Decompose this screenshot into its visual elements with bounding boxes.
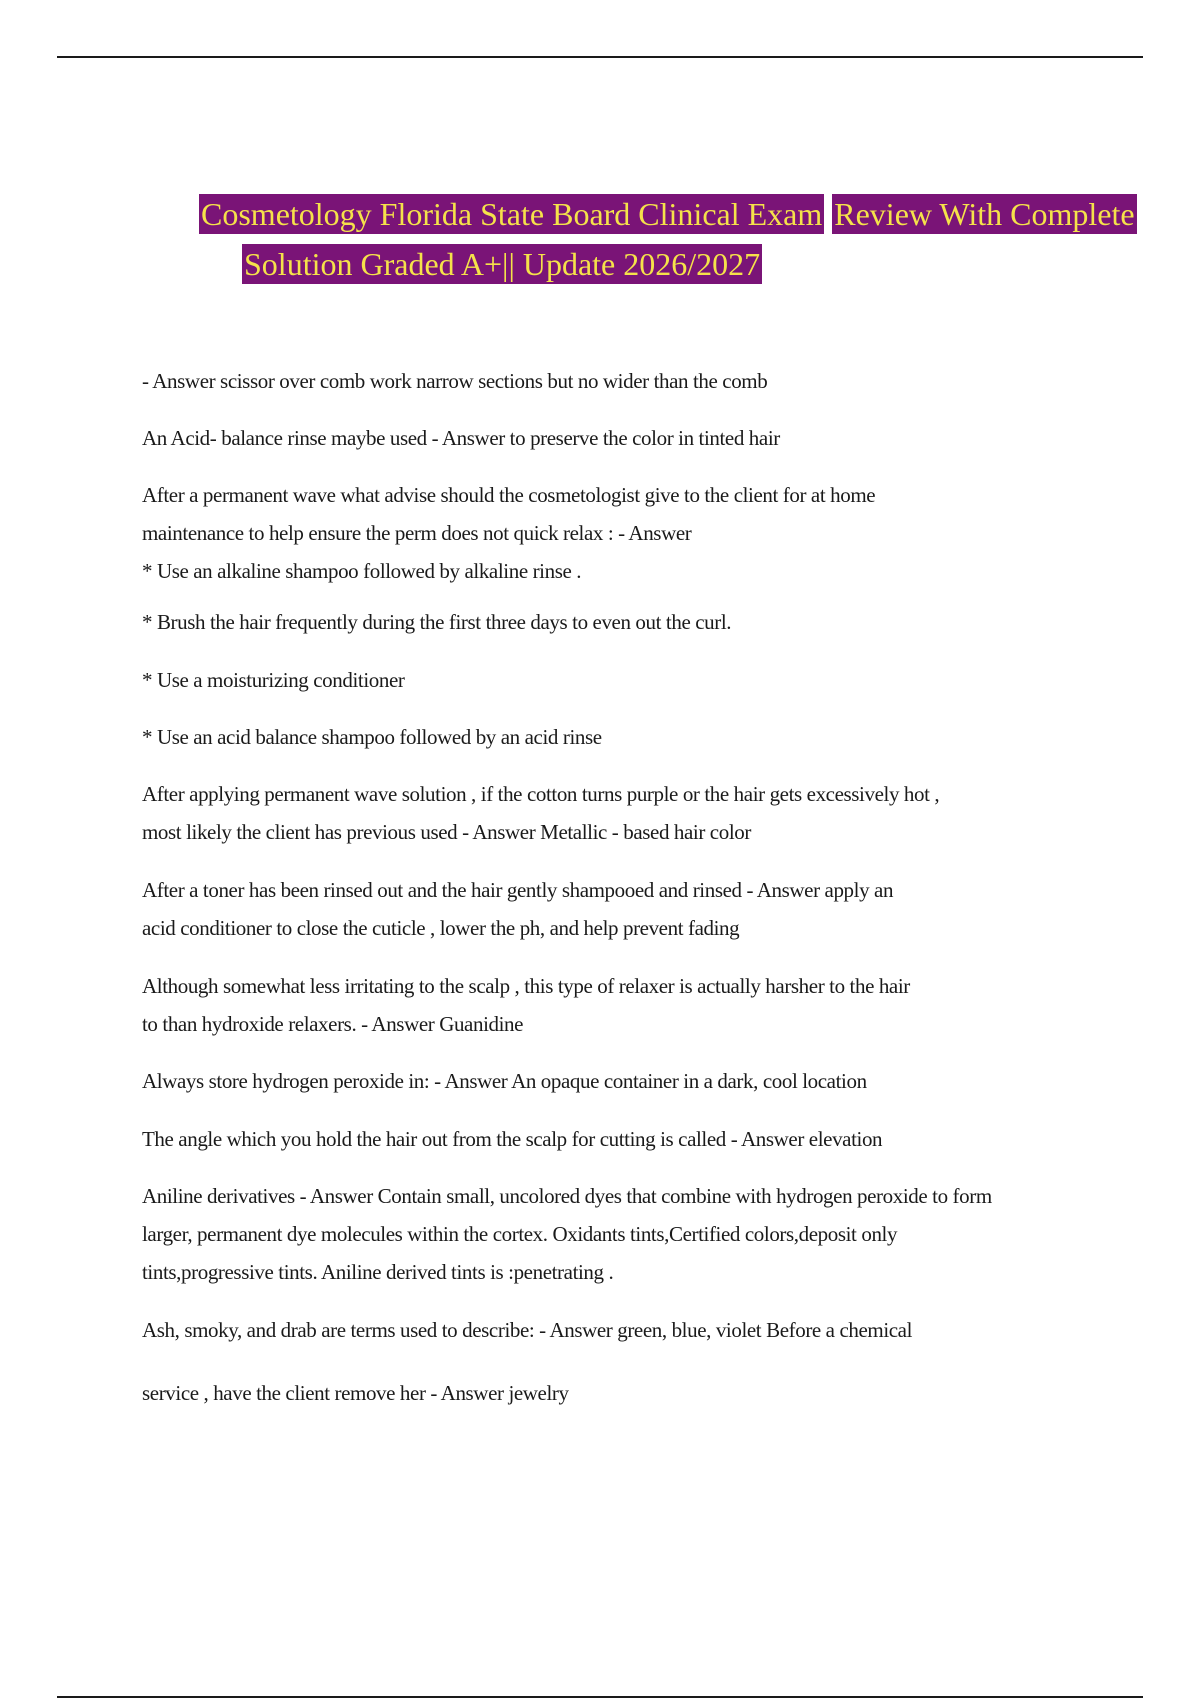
title-highlight-2: Review With Complete <box>834 196 1135 232</box>
qa-line: After a toner has been rinsed out and the hair gently shampooed and rinsed - Answer apply an <box>142 878 894 902</box>
qa-line: After applying permanent wave solution , if the cotton turns purple or the hair gets excessively hot , <box>142 782 940 806</box>
header-rule <box>57 56 1143 58</box>
qa-line: to than hydroxide relaxers. - Answer Guanidine <box>142 1012 524 1036</box>
qa-line: An Acid- balance rinse maybe used - Answer to preserve the color in tinted hair <box>142 426 780 450</box>
qa-line: Always store hydrogen peroxide in: - Answer An opaque container in a dark, cool location <box>142 1069 867 1093</box>
qa-line: most likely the client has previous used - Answer Metallic - based hair color <box>142 820 751 844</box>
qa-line: After a permanent wave what advise should the cosmetologist give to the client for at home <box>142 483 876 507</box>
qa-line: * Use a moisturizing conditioner <box>142 668 405 692</box>
qa-line: service , have the client remove her - Answer jewelry <box>142 1381 569 1405</box>
qa-line: Although somewhat less irritating to the scalp , this type of relaxer is actually harsher to the hair <box>142 974 910 998</box>
qa-line: * Use an acid balance shampoo followed by an acid rinse <box>142 725 602 749</box>
title-highlight-3: Solution Graded A+|| Update 2026/2027 <box>244 246 761 282</box>
qa-line: * Brush the hair frequently during the first three days to even out the curl. <box>142 610 732 634</box>
footer-rule <box>57 1696 1143 1698</box>
qa-line: larger, permanent dye molecules within the cortex. Oxidants tints,Certified colors,deposit only <box>142 1222 898 1246</box>
qa-line: acid conditioner to close the cuticle , lower the ph, and help prevent fading <box>142 916 740 940</box>
qa-line: - Answer scissor over comb work narrow sections but no wider than the comb <box>142 369 768 393</box>
qa-line: maintenance to help ensure the perm does not quick relax : - Answer <box>142 521 692 545</box>
qa-line: tints,progressive tints. Aniline derived tints is :penetrating . <box>142 1260 614 1284</box>
qa-line: Aniline derivatives - Answer Contain small, uncolored dyes that combine with hydrogen peroxide to form <box>142 1184 992 1208</box>
document-title-line-2 <box>0 244 1200 284</box>
title-highlight-1: Cosmetology Florida State Board Clinical Exam <box>201 196 823 232</box>
qa-line: Ash, smoky, and drab are terms used to describe: - Answer green, blue, violet Before a chemical <box>142 1318 913 1342</box>
document-title-line-1 <box>0 194 1200 234</box>
qa-line: The angle which you hold the hair out from the scalp for cutting is called - Answer elevation <box>142 1127 883 1151</box>
qa-line: * Use an alkaline shampoo followed by alkaline rinse . <box>142 559 582 583</box>
